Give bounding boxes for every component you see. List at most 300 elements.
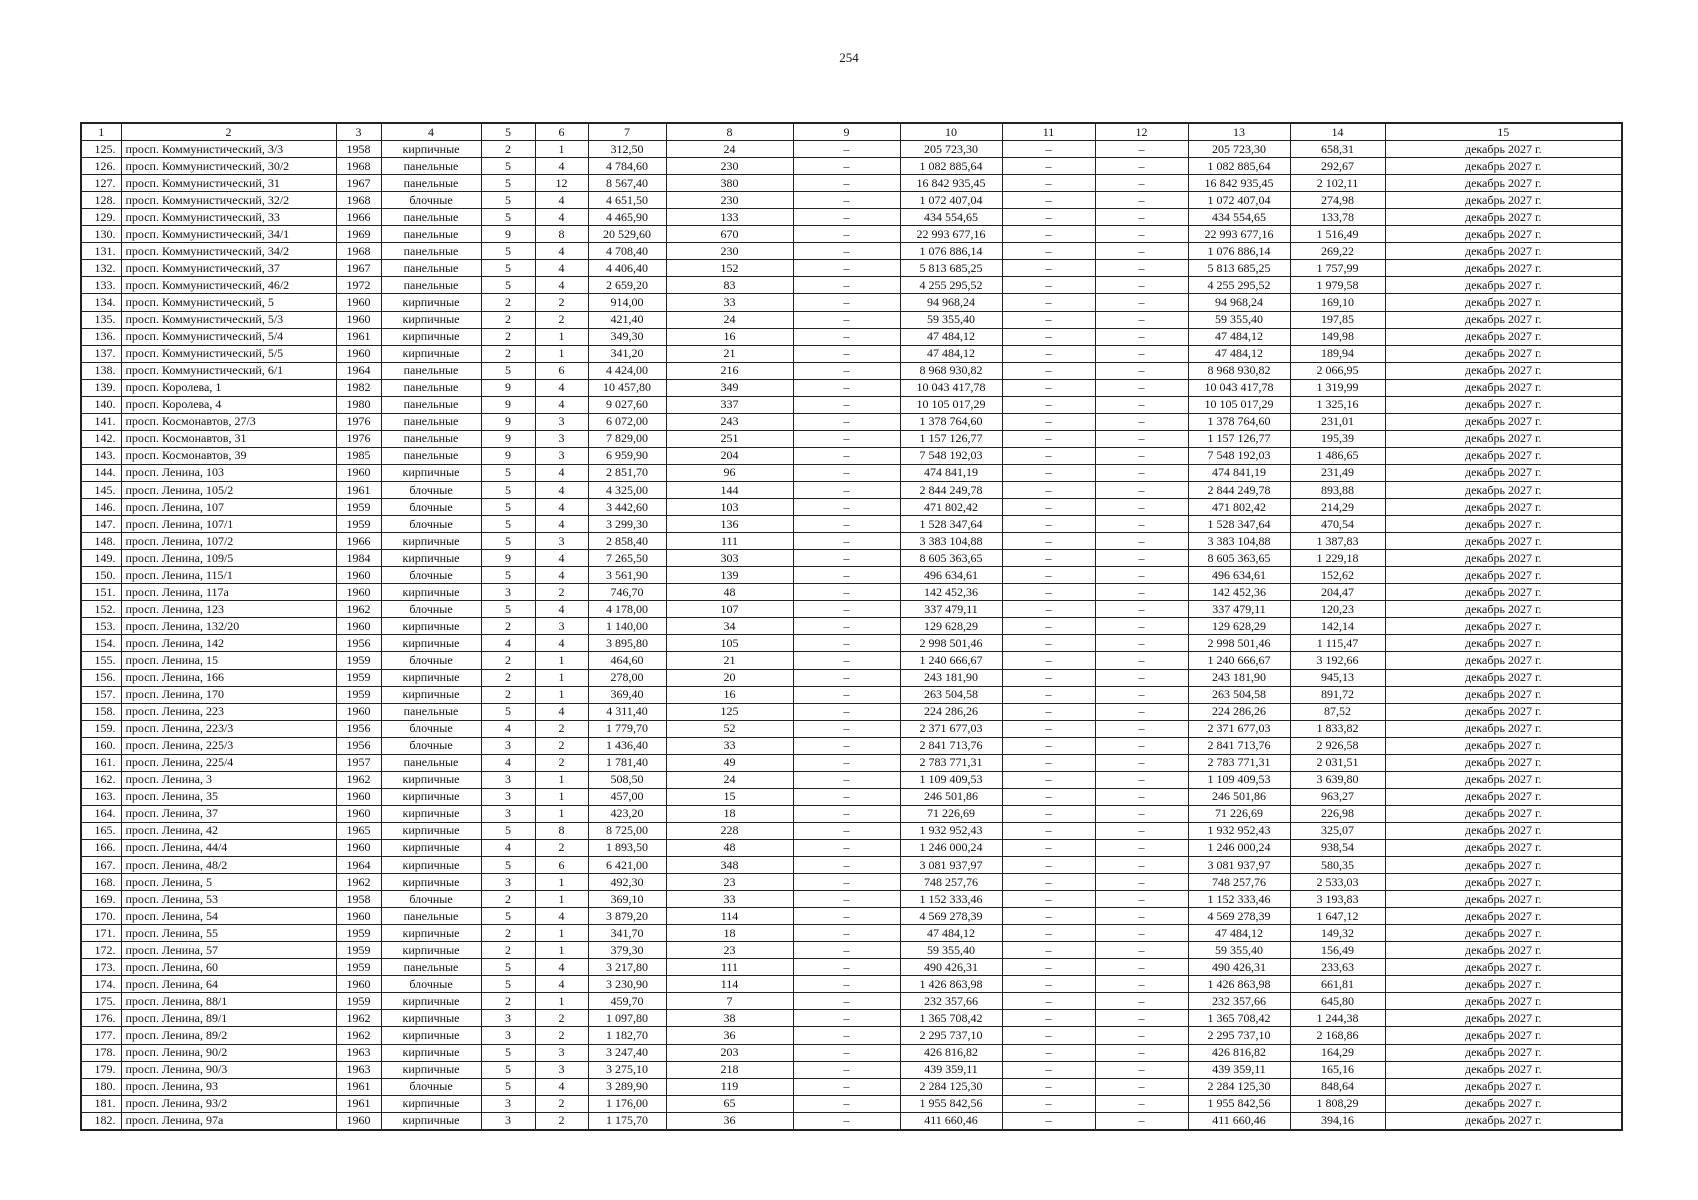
table-cell: 22 993 677,16: [1188, 226, 1290, 243]
table-cell: 1960: [336, 464, 381, 481]
table-cell: 169.: [81, 891, 121, 908]
table-cell: 1 647,12: [1290, 908, 1385, 925]
table-cell: 2 168,86: [1290, 1027, 1385, 1044]
table-cell: 1: [535, 686, 588, 703]
table-cell: 938,54: [1290, 839, 1385, 856]
table-cell: блочные: [381, 499, 481, 516]
table-cell: 142,14: [1290, 618, 1385, 635]
table-cell: –: [1095, 1061, 1188, 1078]
table-cell: просп. Ленина, 35: [121, 788, 336, 805]
table-cell: 10 105 017,29: [1188, 396, 1290, 413]
table-cell: –: [1095, 260, 1188, 277]
table-cell: 4 784,60: [588, 158, 666, 175]
table-cell: декабрь 2027 г.: [1385, 328, 1622, 345]
table-cell: –: [1002, 669, 1095, 686]
table-cell: декабрь 2027 г.: [1385, 1095, 1622, 1112]
table-cell: кирпичные: [381, 1044, 481, 1061]
table-cell: –: [793, 567, 900, 584]
table-row: [81, 481, 1622, 498]
table-row: [81, 567, 1622, 584]
table-cell: 1 808,29: [1290, 1095, 1385, 1112]
table-cell: 1 229,18: [1290, 550, 1385, 567]
table-cell: 114: [666, 976, 793, 993]
table-cell: –: [793, 345, 900, 362]
table-cell: 2: [481, 891, 535, 908]
table-cell: 426 816,82: [1188, 1044, 1290, 1061]
table-cell: просп. Космонавтов, 31: [121, 430, 336, 447]
table-row: [81, 635, 1622, 652]
table-cell: –: [1095, 192, 1188, 209]
table-cell: 5: [481, 158, 535, 175]
table-cell: 1959: [336, 959, 381, 976]
table-cell: 141.: [81, 413, 121, 430]
table-cell: 4: [535, 635, 588, 652]
table-cell: 232 357,66: [900, 993, 1002, 1010]
table-cell: 230: [666, 158, 793, 175]
table-cell: 231,49: [1290, 464, 1385, 481]
table-cell: 4: [535, 209, 588, 226]
table-cell: 1960: [336, 311, 381, 328]
table-cell: 1: [535, 652, 588, 669]
table-cell: 1966: [336, 533, 381, 550]
table-cell: 1956: [336, 635, 381, 652]
table-row: [81, 1112, 1622, 1130]
table-cell: 1982: [336, 379, 381, 396]
table-cell: 8 605 363,65: [900, 550, 1002, 567]
table-cell: кирпичные: [381, 805, 481, 822]
table-cell: 2: [535, 720, 588, 737]
table-cell: 4: [535, 464, 588, 481]
table-cell: 439 359,11: [1188, 1061, 1290, 1078]
table-cell: 474 841,19: [1188, 464, 1290, 481]
table-cell: –: [1095, 1027, 1188, 1044]
table-cell: –: [1095, 396, 1188, 413]
table-cell: панельные: [381, 430, 481, 447]
table-cell: –: [793, 908, 900, 925]
column-number-cell: 1: [81, 123, 121, 141]
table-cell: 2: [481, 669, 535, 686]
table-cell: 48: [666, 839, 793, 856]
table-cell: декабрь 2027 г.: [1385, 141, 1622, 158]
table-cell: 133: [666, 209, 793, 226]
table-cell: декабрь 2027 г.: [1385, 260, 1622, 277]
table-cell: блочные: [381, 1078, 481, 1095]
table-cell: –: [1002, 1078, 1095, 1095]
table-cell: –: [1002, 720, 1095, 737]
table-cell: 4: [535, 516, 588, 533]
table-cell: просп. Ленина, 90/3: [121, 1061, 336, 1078]
table-cell: 470,54: [1290, 516, 1385, 533]
table-cell: 9: [481, 379, 535, 396]
table-cell: декабрь 2027 г.: [1385, 311, 1622, 328]
table-cell: 1960: [336, 294, 381, 311]
table-cell: 1 932 952,43: [900, 822, 1002, 839]
table-cell: декабрь 2027 г.: [1385, 175, 1622, 192]
table-row: [81, 805, 1622, 822]
table-cell: 7 548 192,03: [1188, 447, 1290, 464]
table-cell: 130.: [81, 226, 121, 243]
table-cell: –: [793, 260, 900, 277]
table-cell: 23: [666, 942, 793, 959]
table-cell: декабрь 2027 г.: [1385, 243, 1622, 260]
table-cell: –: [1095, 771, 1188, 788]
table-cell: 2: [481, 993, 535, 1010]
table-cell: панельные: [381, 908, 481, 925]
table-cell: 2 851,70: [588, 464, 666, 481]
table-cell: 5: [481, 703, 535, 720]
table-cell: 246 501,86: [900, 788, 1002, 805]
table-cell: 65: [666, 1095, 793, 1112]
table-cell: кирпичные: [381, 328, 481, 345]
table-cell: 5: [481, 192, 535, 209]
table-row: [81, 737, 1622, 754]
table-cell: 4: [535, 192, 588, 209]
table-cell: декабрь 2027 г.: [1385, 413, 1622, 430]
table-cell: 2 031,51: [1290, 754, 1385, 771]
table-cell: –: [793, 1061, 900, 1078]
table-cell: 129.: [81, 209, 121, 226]
table-cell: 179.: [81, 1061, 121, 1078]
table-cell: 1: [535, 891, 588, 908]
table-cell: –: [793, 584, 900, 601]
table-cell: просп. Ленина, 97а: [121, 1112, 336, 1130]
table-cell: –: [1002, 447, 1095, 464]
table-cell: 580,35: [1290, 857, 1385, 874]
table-cell: 1 325,16: [1290, 396, 1385, 413]
table-cell: просп. Ленина, 117а: [121, 584, 336, 601]
table-cell: просп. Ленина, 42: [121, 822, 336, 839]
table-cell: 1 426 863,98: [900, 976, 1002, 993]
table-cell: –: [1095, 874, 1188, 891]
table-cell: 181.: [81, 1095, 121, 1112]
table-cell: 8 725,00: [588, 822, 666, 839]
table-cell: 177.: [81, 1027, 121, 1044]
table-cell: кирпичные: [381, 141, 481, 158]
table-cell: 4: [535, 1078, 588, 1095]
column-number-cell: 3: [336, 123, 381, 141]
table-cell: –: [1095, 652, 1188, 669]
table-cell: 893,88: [1290, 481, 1385, 498]
table-cell: 204: [666, 447, 793, 464]
table-cell: просп. Ленина, 225/4: [121, 754, 336, 771]
table-cell: 18: [666, 925, 793, 942]
table-cell: 8: [535, 822, 588, 839]
table-cell: 125: [666, 703, 793, 720]
table-cell: 3 289,90: [588, 1078, 666, 1095]
table-cell: панельные: [381, 959, 481, 976]
table-cell: –: [1002, 891, 1095, 908]
table-cell: –: [1002, 635, 1095, 652]
table-cell: 4 255 295,52: [900, 277, 1002, 294]
table-cell: просп. Ленина, 107: [121, 499, 336, 516]
table-cell: 251: [666, 430, 793, 447]
table-cell: декабрь 2027 г.: [1385, 567, 1622, 584]
table-cell: –: [1095, 993, 1188, 1010]
table-cell: декабрь 2027 г.: [1385, 925, 1622, 942]
table-cell: 4: [535, 277, 588, 294]
table-cell: 36: [666, 1112, 793, 1130]
table-cell: –: [1002, 413, 1095, 430]
table-cell: 4: [535, 260, 588, 277]
table-cell: 2: [535, 1095, 588, 1112]
table-cell: 178.: [81, 1044, 121, 1061]
table-row: [81, 550, 1622, 567]
table-cell: 103: [666, 499, 793, 516]
table-cell: 1: [535, 805, 588, 822]
table-cell: 1960: [336, 703, 381, 720]
table-cell: –: [793, 1078, 900, 1095]
table-cell: 2 295 737,10: [1188, 1027, 1290, 1044]
table-cell: просп. Ленина, 115/1: [121, 567, 336, 584]
table-cell: 49: [666, 754, 793, 771]
table-cell: –: [1002, 209, 1095, 226]
table-cell: –: [1002, 1061, 1095, 1078]
table-cell: 1 157 126,77: [1188, 430, 1290, 447]
table-cell: –: [1095, 379, 1188, 396]
table-cell: –: [793, 209, 900, 226]
table-cell: просп. Ленина, 57: [121, 942, 336, 959]
table-cell: –: [1095, 550, 1188, 567]
table-cell: 496 634,61: [1188, 567, 1290, 584]
table-cell: 5: [481, 567, 535, 584]
table-cell: блочные: [381, 976, 481, 993]
table-cell: 149,98: [1290, 328, 1385, 345]
table-cell: 96: [666, 464, 793, 481]
table-cell: –: [1002, 754, 1095, 771]
table-cell: кирпичные: [381, 311, 481, 328]
table-cell: –: [1095, 857, 1188, 874]
table-cell: 1984: [336, 550, 381, 567]
table-cell: просп. Ленина, 64: [121, 976, 336, 993]
table-cell: 1: [535, 328, 588, 345]
table-cell: 24: [666, 311, 793, 328]
table-cell: –: [1002, 192, 1095, 209]
table-cell: 1961: [336, 328, 381, 345]
table-cell: 182.: [81, 1112, 121, 1130]
table-row: [81, 1010, 1622, 1027]
table-cell: –: [1002, 499, 1095, 516]
table-cell: 4: [535, 601, 588, 618]
table-cell: 142.: [81, 430, 121, 447]
table-cell: 1963: [336, 1061, 381, 1078]
table-cell: 1 076 886,14: [900, 243, 1002, 260]
table-cell: декабрь 2027 г.: [1385, 430, 1622, 447]
table-cell: 5: [481, 209, 535, 226]
table-cell: –: [1095, 1044, 1188, 1061]
table-cell: 1: [535, 942, 588, 959]
table-cell: 10 105 017,29: [900, 396, 1002, 413]
table-cell: 1 955 842,56: [900, 1095, 1002, 1112]
table-cell: –: [793, 601, 900, 618]
table-cell: кирпичные: [381, 533, 481, 550]
table-cell: панельные: [381, 413, 481, 430]
table-cell: просп. Коммунистический, 6/1: [121, 362, 336, 379]
table-cell: –: [793, 396, 900, 413]
table-cell: –: [1095, 584, 1188, 601]
table-cell: 1: [535, 141, 588, 158]
table-cell: 434 554,65: [1188, 209, 1290, 226]
table-cell: 2 783 771,31: [1188, 754, 1290, 771]
table-cell: просп. Ленина, 5: [121, 874, 336, 891]
table-row: [81, 175, 1622, 192]
table-row: [81, 499, 1622, 516]
table-cell: 136.: [81, 328, 121, 345]
table-cell: 9: [481, 413, 535, 430]
table-cell: 232 357,66: [1188, 993, 1290, 1010]
table-cell: просп. Ленина, 48/2: [121, 857, 336, 874]
table-cell: –: [1002, 294, 1095, 311]
table-cell: просп. Ленина, 170: [121, 686, 336, 703]
table-cell: 4 311,40: [588, 703, 666, 720]
table-cell: –: [1095, 891, 1188, 908]
table-cell: –: [1002, 942, 1095, 959]
table-cell: 263 504,58: [900, 686, 1002, 703]
table-cell: –: [793, 805, 900, 822]
table-cell: –: [793, 1044, 900, 1061]
table-cell: 4: [535, 243, 588, 260]
table-cell: блочные: [381, 720, 481, 737]
table-cell: 2: [535, 754, 588, 771]
table-cell: 1: [535, 771, 588, 788]
table-cell: –: [1002, 379, 1095, 396]
table-cell: –: [1002, 771, 1095, 788]
table-cell: 233,63: [1290, 959, 1385, 976]
table-cell: кирпичные: [381, 993, 481, 1010]
table-row: [81, 584, 1622, 601]
table-cell: декабрь 2027 г.: [1385, 703, 1622, 720]
table-cell: 195,39: [1290, 430, 1385, 447]
table-cell: блочные: [381, 652, 481, 669]
table-cell: кирпичные: [381, 635, 481, 652]
table-cell: просп. Ленина, 37: [121, 805, 336, 822]
table-cell: 5: [481, 175, 535, 192]
column-number-cell: 2: [121, 123, 336, 141]
table-cell: 18: [666, 805, 793, 822]
table-cell: декабрь 2027 г.: [1385, 481, 1622, 498]
table-cell: 3: [535, 533, 588, 550]
table-cell: 1 319,99: [1290, 379, 1385, 396]
table-row: [81, 1027, 1622, 1044]
table-cell: –: [793, 652, 900, 669]
table-cell: 9: [481, 226, 535, 243]
table-cell: 94 968,24: [1188, 294, 1290, 311]
table-cell: 134.: [81, 294, 121, 311]
table-cell: просп. Ленина, 123: [121, 601, 336, 618]
table-cell: декабрь 2027 г.: [1385, 1044, 1622, 1061]
table-cell: кирпичные: [381, 669, 481, 686]
table-cell: 5: [481, 277, 535, 294]
table-cell: 5: [481, 1044, 535, 1061]
table-cell: 20: [666, 669, 793, 686]
table-cell: 1972: [336, 277, 381, 294]
table-cell: декабрь 2027 г.: [1385, 942, 1622, 959]
table-row: [81, 413, 1622, 430]
table-cell: –: [1095, 294, 1188, 311]
column-number-cell: 8: [666, 123, 793, 141]
table-cell: 3: [535, 1044, 588, 1061]
table-cell: 4 651,50: [588, 192, 666, 209]
table-cell: просп. Коммунистический, 33: [121, 209, 336, 226]
table-cell: 380: [666, 175, 793, 192]
table-cell: 1 082 885,64: [900, 158, 1002, 175]
table-cell: 1968: [336, 243, 381, 260]
table-cell: 149.: [81, 550, 121, 567]
table-cell: блочные: [381, 516, 481, 533]
table-cell: 170.: [81, 908, 121, 925]
table-cell: декабрь 2027 г.: [1385, 857, 1622, 874]
table-cell: –: [1002, 141, 1095, 158]
table-cell: 3: [481, 1112, 535, 1130]
table-cell: –: [1002, 481, 1095, 498]
table-cell: просп. Коммунистический, 46/2: [121, 277, 336, 294]
table-cell: –: [1002, 959, 1095, 976]
table-cell: 172.: [81, 942, 121, 959]
table-cell: 132.: [81, 260, 121, 277]
table-row: [81, 891, 1622, 908]
table-cell: декабрь 2027 г.: [1385, 294, 1622, 311]
table-cell: панельные: [381, 158, 481, 175]
table-cell: –: [793, 839, 900, 856]
table-cell: 269,22: [1290, 243, 1385, 260]
table-cell: декабрь 2027 г.: [1385, 891, 1622, 908]
table-cell: 1: [535, 874, 588, 891]
table-cell: декабрь 2027 г.: [1385, 1010, 1622, 1027]
table-cell: –: [1095, 703, 1188, 720]
table-cell: 2 841 713,76: [1188, 737, 1290, 754]
table-cell: –: [1002, 516, 1095, 533]
table-cell: декабрь 2027 г.: [1385, 345, 1622, 362]
table-cell: декабрь 2027 г.: [1385, 158, 1622, 175]
table-cell: 1 140,00: [588, 618, 666, 635]
table-cell: 71 226,69: [900, 805, 1002, 822]
table-row: [81, 959, 1622, 976]
table-cell: –: [1002, 362, 1095, 379]
table-row: [81, 243, 1622, 260]
table-cell: 10 043 417,78: [900, 379, 1002, 396]
table-row: [81, 1044, 1622, 1061]
table-cell: 2 998 501,46: [1188, 635, 1290, 652]
table-cell: декабрь 2027 г.: [1385, 584, 1622, 601]
table-cell: 153.: [81, 618, 121, 635]
table-cell: –: [1002, 1044, 1095, 1061]
table-cell: 1959: [336, 993, 381, 1010]
table-cell: –: [1002, 874, 1095, 891]
table-cell: 119: [666, 1078, 793, 1095]
table-row: [81, 754, 1622, 771]
table-cell: 3: [481, 584, 535, 601]
table-cell: 2: [535, 1027, 588, 1044]
column-number-cell: 14: [1290, 123, 1385, 141]
table-cell: 369,40: [588, 686, 666, 703]
table-cell: 203: [666, 1044, 793, 1061]
table-cell: 1959: [336, 669, 381, 686]
table-cell: –: [1002, 567, 1095, 584]
table-cell: 2: [535, 584, 588, 601]
table-row: [81, 430, 1622, 447]
column-number-cell: 10: [900, 123, 1002, 141]
column-number-cell: 4: [381, 123, 481, 141]
table-cell: –: [1002, 260, 1095, 277]
table-cell: 107: [666, 601, 793, 618]
table-row: [81, 533, 1622, 550]
table-cell: –: [1002, 925, 1095, 942]
table-cell: 167.: [81, 857, 121, 874]
table-cell: –: [793, 413, 900, 430]
table-cell: просп. Ленина, 93/2: [121, 1095, 336, 1112]
table-cell: 8 968 930,82: [1188, 362, 1290, 379]
table-cell: 166.: [81, 839, 121, 856]
table-cell: –: [1095, 1010, 1188, 1027]
